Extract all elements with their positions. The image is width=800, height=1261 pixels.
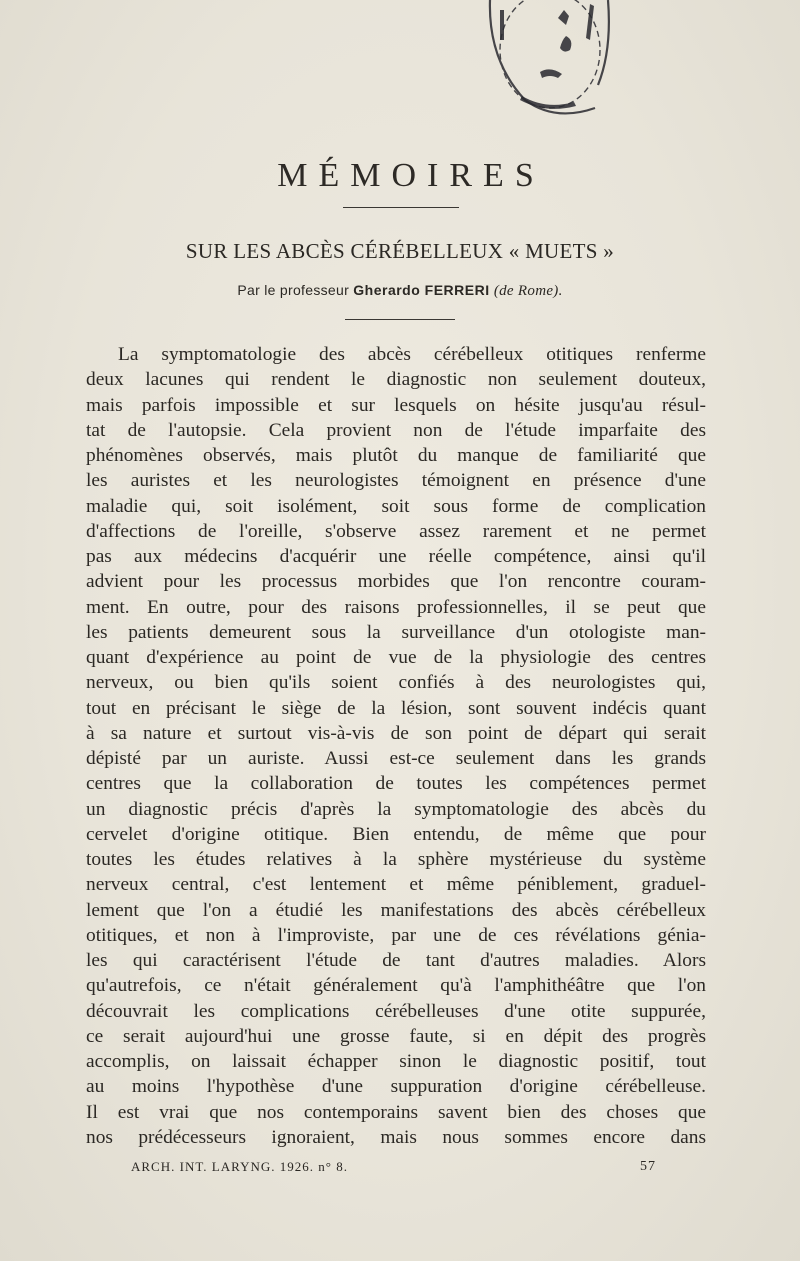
text-line: ce serait aujourd'hui une grosse faute, si en dépit des progrès xyxy=(86,1025,706,1047)
text-line: mais parfois impossible et sur lesquels on hésite jusqu'au résul- xyxy=(86,394,706,416)
page-number: 57 xyxy=(640,1159,656,1174)
section-title: MÉMOIRES xyxy=(277,157,545,194)
byline xyxy=(0,282,800,300)
byline-rule xyxy=(345,319,455,320)
text-line: La symptomatologie des abcès cérébelleux otitiques renferme xyxy=(118,344,706,365)
text-line: toutes les études relatives à la sphère mystérieuse du système xyxy=(86,849,706,870)
text-line: ment. En outre, pour des raisons professionnelles, il se peut que xyxy=(86,596,706,618)
text-line: advient pour les processus morbides que l'on rencontre couram- xyxy=(86,571,706,593)
page-footer xyxy=(131,1159,656,1175)
library-stamp-icon xyxy=(480,0,620,130)
text-line: les auristes et les neurologistes témoignent en présence d'une xyxy=(86,470,706,492)
author-name: Gherardo FERRERI xyxy=(353,282,490,298)
text-line: deux lacunes qui rendent le diagnostic non seulement douteux, xyxy=(86,369,706,391)
text-line: centres que la collaboration de toutes les compétences permet xyxy=(86,773,706,795)
article-body xyxy=(86,342,706,1150)
journal-citation: ARCH. INT. LARYNG. 1926. n° 8. xyxy=(131,1159,348,1174)
author-affiliation: (de Rome). xyxy=(493,283,563,299)
text-line: accomplis, on laissait échapper sinon le diagnostic positif, tout xyxy=(86,1051,706,1072)
text-line: les patients demeurent sous la surveillance d'un otologiste man- xyxy=(86,621,706,643)
text-line: découvrait les complications cérébelleuses d'une otite suppurée, xyxy=(86,1000,706,1022)
text-line: qu'autrefois, ce n'était généralement qu'à l'amphithéâtre que l'on xyxy=(86,975,706,997)
text-line: les qui caractérisent l'étude de tant d'autres maladies. Alors xyxy=(86,950,706,971)
text-line: dépisté par un auriste. Aussi est-ce seulement dans les grands xyxy=(86,748,706,769)
text-line: pas aux médecins d'acquérir une réelle compétence, ainsi qu'il xyxy=(86,546,706,567)
text-line: tout en précisant le siège de la lésion, sont souvent indécis quant xyxy=(86,697,706,719)
text-line: phénomènes observés, mais plutôt du manque de familiarité que xyxy=(86,445,706,466)
text-line: d'affections de l'oreille, s'observe assez rarement et ne permet xyxy=(86,520,706,542)
text-line: à sa nature et surtout vis-à-vis de son point de départ qui serait xyxy=(86,722,706,744)
text-line: un diagnostic précis d'après la symptomatologie des abcès du xyxy=(86,798,706,820)
text-line: nerveux, ou bien qu'ils soient confiés à des neurologistes qui, xyxy=(86,672,706,694)
text-line: nos prédécesseurs ignoraient, mais nous sommes encore dans xyxy=(86,1126,706,1148)
text-line: cervelet d'origine otitique. Bien entendu, de même que pour xyxy=(86,823,706,845)
text-line: maladie qui, soit isolément, soit sous forme de complication xyxy=(86,495,706,517)
text-line: nerveux central, c'est lentement et même péniblement, graduel- xyxy=(86,874,706,896)
byline-prefix: Par le professeur xyxy=(237,282,350,298)
text-line: tat de l'autopsie. Cela provient non de l'étude imparfaite des xyxy=(86,419,706,441)
text-line: Il est vrai que nos contemporains savent bien des choses que xyxy=(86,1101,706,1123)
article-title: SUR LES ABCÈS CÉRÉBELLEUX « MUETS » xyxy=(185,239,615,263)
text-line: quant d'expérience au point de vue de la physiologie des centres xyxy=(86,647,706,668)
text-line: lement que l'on a étudié les manifestations des abcès cérébelleux xyxy=(86,899,706,921)
text-line: otitiques, et non à l'improviste, par une de ces révélations génia- xyxy=(86,924,706,946)
title-rule xyxy=(343,207,459,208)
text-line: au moins l'hypothèse d'une suppuration d'origine cérébelleuse. xyxy=(86,1076,706,1098)
